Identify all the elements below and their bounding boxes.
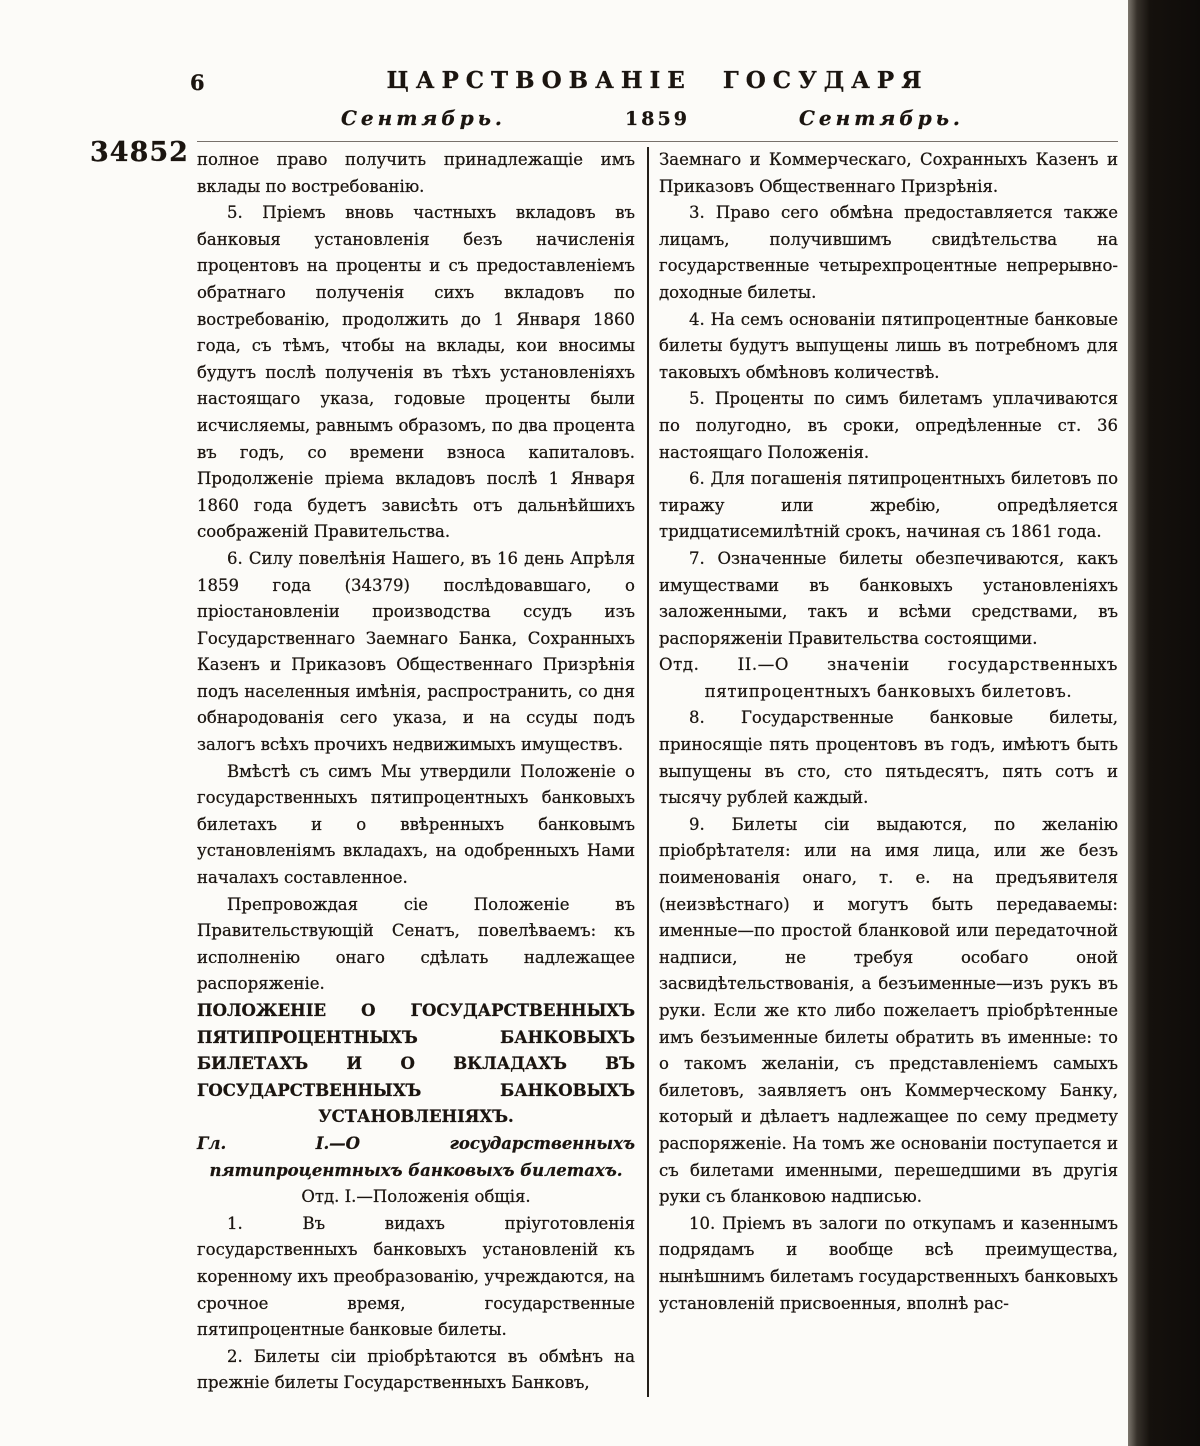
- para-article-6: 6. Для погашенія пятипроцентныхъ билетовъ по тиражу или жребію, опредѣляется тридцатисемилѣтній срокъ, начиная съ 1861 года.: [659, 469, 1118, 542]
- para-preamble-1: Вмѣстѣ съ симъ Мы утвердили Положеніе о государственныхъ пятипроцентныхъ банковыхъ билетахъ и о ввѣренныхъ банковымъ установленіямъ вкладахъ, на одобренныхъ Нами началахъ составленное.: [197, 761, 635, 888]
- right-column: [659, 147, 1118, 1397]
- heading-chapter-1: Гл. I.—О государственныхъ пятипроцентныхъ банковыхъ билетахъ.: [197, 1133, 635, 1180]
- para-article-8: 8. Государственные банковые билеты, приносящіе пять процентовъ въ годъ, имѣютъ быть выпущены въ сто, сто пятьдесятъ, пять сотъ и тысячу рублей каждый.: [659, 708, 1118, 808]
- text-columns: [197, 147, 1118, 1397]
- left-column: [197, 147, 635, 1397]
- para-article-3: 3. Право сего обмѣна предоставляется также лицамъ, получившимъ свидѣтельства на государственные четырехпроцентные непрерывно-доходные билеты.: [659, 203, 1118, 302]
- heading-section-1: Отд. I.—Положенія общія.: [301, 1187, 531, 1207]
- running-head-month-right: Сентябрь.: [799, 106, 964, 130]
- para-article-1: 1. Въ видахъ пріуготовленія государственныхъ банковыхъ установленій къ коренному ихъ преобразованію, учреждаются, на срочное время, государственные пятипроцентные банковые билеты.: [197, 1213, 635, 1340]
- para-item-5: 5. Пріемъ вновь частныхъ вкладовъ въ банковыя установленія безъ начисленія процентовъ на проценты и съ предоставленіемъ обратнаго полученія сихъ вкладовъ по востребованію, продолжить до 1 Января 1860 года, съ тѣмъ, чтобы на вклады, кои вносимы будутъ послѣ полученія въ тѣхъ установленіяхъ настоящаго указа, годовые проценты были исчисляемы, равнымъ образомъ, по два процента въ годъ, со времени взноса капиталовъ. Продолженіе пріема вкладовъ послѣ 1 Января 1860 года будетъ зависѣть отъ дальнѣйшихъ соображеній Правительства.: [197, 203, 635, 542]
- header-rule: [197, 141, 1118, 142]
- page-title: ЦАРСТВОВАНІЕ ГОСУДАРЯ: [386, 67, 929, 94]
- scan-edge-bar: [1128, 0, 1200, 1446]
- heading-section-2: Отд. II.—О значеніи государственныхъ пятипроцентныхъ банковыхъ билетовъ.: [659, 655, 1118, 701]
- page-number: 6: [190, 70, 205, 95]
- para-article-9: 9. Билеты сіи выдаются, по желанію пріобрѣтателя: или на имя лица, или же безъ поименованія онаго, т. е. на предъявителя (неизвѣстнаго) и могутъ быть передаваемы: именные—по простой бланковой или передаточной надписи, не требуя особаго оной засвидѣтельствованія, а безъименные—изъ рукъ въ руки. Если же кто либо пожелаетъ пріобрѣтенные имъ безъименные билеты обратить въ именные: то о такомъ желаніи, съ представленіемъ самыхъ билетовъ, заявляетъ онъ Коммерческому Банку, который и дѣлаетъ надлежащее по сему предмету распоряженіе. На томъ же основаніи поступается и съ билетами именными, перешедшими въ другія руки съ бланковою надписью.: [659, 814, 1118, 1207]
- act-number: 34852: [90, 137, 189, 168]
- para-item-6: 6. Силу повелѣнія Нашего, въ 16 день Апрѣля 1859 года (34379) послѣдовавшаго, о пріостановленіи производства ссудъ изъ Государственнаго Заемнаго Банка, Сохранныхъ Казенъ и Приказовъ Общественнаго Призрѣнія подъ населенныя имѣнія, распространить, со дня обнародованія сего указа, и на ссуды подъ залогъ всѣхъ прочихъ недвижимыхъ имуществъ.: [197, 548, 635, 755]
- para-continuation: полное право получить принадлежащіе имъ вклады по востребованію.: [197, 150, 635, 196]
- para-article-7: 7. Означенные билеты обезпечиваются, какъ имуществами въ банковыхъ установленіяхъ заложенными, такъ и всѣми средствами, въ распоряженіи Правительства состоящими.: [659, 548, 1118, 648]
- para-continuation: Заемнаго и Коммерческаго, Сохранныхъ Казенъ и Приказовъ Общественнаго Призрѣнія.: [659, 150, 1118, 196]
- para-article-5: 5. Проценты по симъ билетамъ уплачиваются по полугодно, въ сроки, опредѣленные ст. 36 настоящаго Положенія.: [659, 389, 1118, 462]
- para-article-2: 2. Билеты сіи пріобрѣтаются въ обмѣнъ на прежніе билеты Государственныхъ Банковъ,: [197, 1346, 635, 1393]
- para-article-10: 10. Пріемъ въ залоги по откупамъ и казеннымъ подрядамъ и вообще всѣ преимущества, нынѣшнимъ билетамъ государственныхъ банковыхъ установленій присвоенныя, вполнѣ рас-: [659, 1213, 1118, 1313]
- para-article-4: 4. На семъ основаніи пятипроцентные банковые билеты будутъ выпущены лишь въ потребномъ для таковыхъ обмѣновъ количествѣ.: [659, 309, 1118, 382]
- para-preamble-2: Препровождая сіе Положеніе въ Правительствующій Сенатъ, повелѣваемъ: къ исполненію онаго сдѣлать надлежащее распоряженіе.: [197, 894, 635, 994]
- running-head-month-left: Сентябрь.: [341, 106, 506, 130]
- column-divider: [647, 147, 649, 1397]
- running-head-year: 1859: [625, 108, 690, 130]
- heading-polozhenie: ПОЛОЖЕНІЕ О ГОСУДАРСТВЕННЫХЪ ПЯТИПРОЦЕНТНЫХЪ БАНКОВЫХЪ БИЛЕТАХЪ И О ВКЛАДАХЪ ВЪ ГОСУДАРСТВЕННЫХЪ БАНКОВЫХЪ УСТАНОВЛЕНІЯХЪ.: [197, 1001, 635, 1127]
